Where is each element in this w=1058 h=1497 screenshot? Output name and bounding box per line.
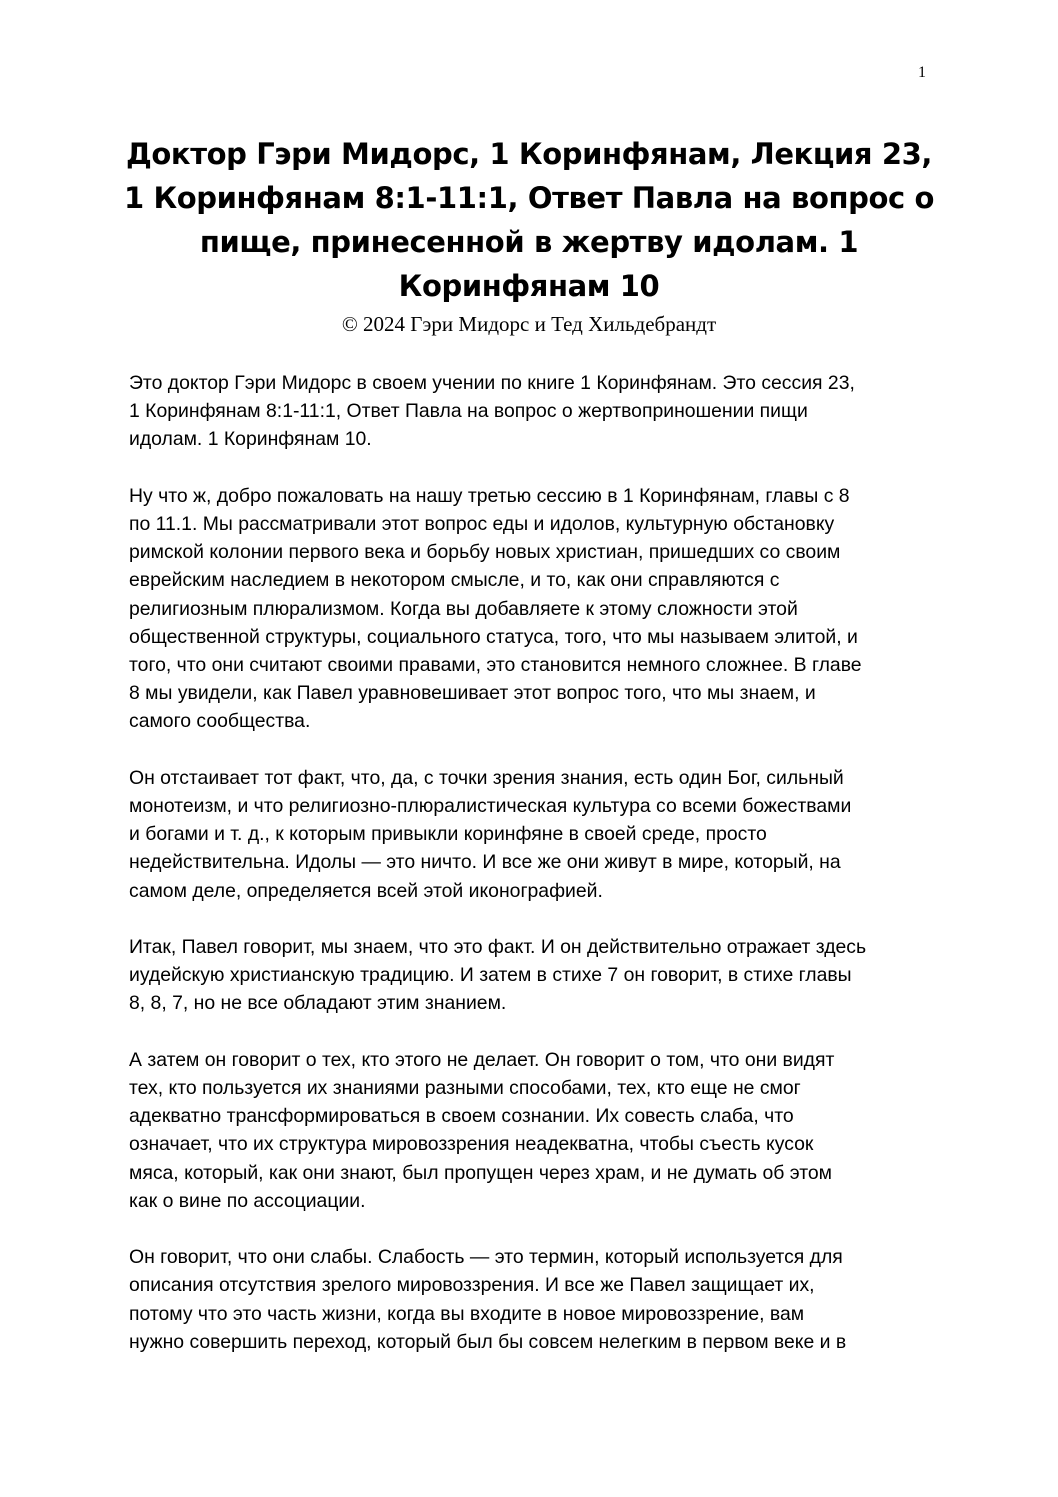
title-line: Коринфянам 10 (398, 269, 660, 303)
paragraph-intro (129, 369, 941, 454)
paragraph-weakness (129, 1243, 941, 1356)
copyright-line: © 2024 Гэри Мидорс и Тед Хильдебрандт (341, 312, 717, 336)
text-line: по 11.1. Мы рассматривали этот вопрос еды и идолов, культурную обстановку (129, 513, 835, 535)
text-line: нужно совершить переход, который был бы совсем нелегким в первом веке и в (129, 1330, 847, 1353)
title-line: пище, принесенной в жертву идолам. 1 (199, 225, 859, 259)
text-line: иудейскую христианскую традицию. И затем в стихе 7 он говорит, в стихе главы (129, 964, 852, 987)
text-line: Ну что ж, добро пожаловать на нашу третью сессию в 1 Коринфянам, главы с 8 (129, 484, 850, 507)
text-line: самого сообщества. (129, 710, 311, 733)
body-text (129, 369, 941, 1384)
text-line: религиозным плюрализмом. Когда вы добавляете к этому сложности этой (129, 597, 798, 620)
text-line: и богами и т. д., к которым привыкли коринфяне в своей среде, просто (129, 823, 767, 846)
text-line: еврейским наследием в некотором смысле, и то, как они справляются с (129, 569, 780, 592)
text-line: Итак, Павел говорит, мы знаем, что это факт. И он действительно отражает здесь (129, 936, 867, 959)
text-line: того, что они считают своими правами, это становится немного сложнее. В главе (129, 654, 862, 677)
text-line: римской колонии первого века и борьбу новых христиан, пришедших со своим (129, 541, 841, 564)
text-line: 8 мы увидели, как Павел уравновешивает этот вопрос того, что мы знаем, и (129, 682, 816, 705)
text-line: недействительна. Идолы — это ничто. И все же они живут в мире, который, на (129, 851, 841, 874)
title-line: 1 Коринфянам 8:1-11:1, Ответ Павла на вопрос о (123, 181, 935, 215)
text-line: идолам. 1 Коринфянам 10. (129, 428, 372, 451)
text-line: описания отсутствия зрелого мировоззрения. И все же Павел защищает их, (129, 1274, 815, 1297)
text-line: означает, что их структура мировоззрения неадекватна, чтобы съесть кусок (129, 1133, 814, 1156)
text-line: Он отстаивает тот факт, что, да, с точки зрения знания, есть один Бог, сильный (129, 766, 844, 789)
text-line: Это доктор Гэри Мидорс в своем учении по книге 1 Коринфянам. Это сессия 23, (129, 372, 855, 394)
text-line: тех, кто пользуется их знаниями разными способами, тех, кто еще не смог (129, 1077, 801, 1100)
text-line: монотеизм, и что религиозно-плюралистическая культура со всеми божествами (129, 795, 852, 818)
paragraph-conscience (129, 1046, 941, 1215)
text-line: самом деле, определяется всей этой иконографией. (129, 879, 603, 902)
text-line: потому что это часть жизни, когда вы входите в новое мировоззрение, вам (129, 1302, 805, 1325)
text-line: Он говорит, что они слабы. Слабость — это термин, который используется для (129, 1246, 843, 1269)
text-line: А затем он говорит о тех, кто этого не делает. Он говорит о том, что они видят (129, 1048, 835, 1071)
document-title (100, 132, 958, 308)
page-number: 1 (918, 64, 926, 81)
text-line: 1 Коринфянам 8:1-11:1, Ответ Павла на вопрос о жертвоприношении пищи (129, 400, 808, 423)
paragraph-knowledge (129, 933, 941, 1018)
paragraph-monotheism (129, 764, 941, 905)
text-line: адекватно трансформироваться в своем сознании. Их совесть слаба, что (129, 1105, 794, 1128)
text-line: как о вине по ассоциации. (129, 1189, 366, 1212)
text-line: общественной структуры, социального статуса, того, что мы называем элитой, и (129, 625, 858, 648)
text-line: 8, 8, 7, но не все обладают этим знанием. (129, 992, 507, 1015)
title-line: Доктор Гэри Мидорс, 1 Коринфянам, Лекция 23, (125, 137, 933, 171)
text-line: мяса, который, как они знают, был пропущен через храм, и не думать об этом (129, 1161, 832, 1184)
paragraph-welcome (129, 482, 941, 736)
